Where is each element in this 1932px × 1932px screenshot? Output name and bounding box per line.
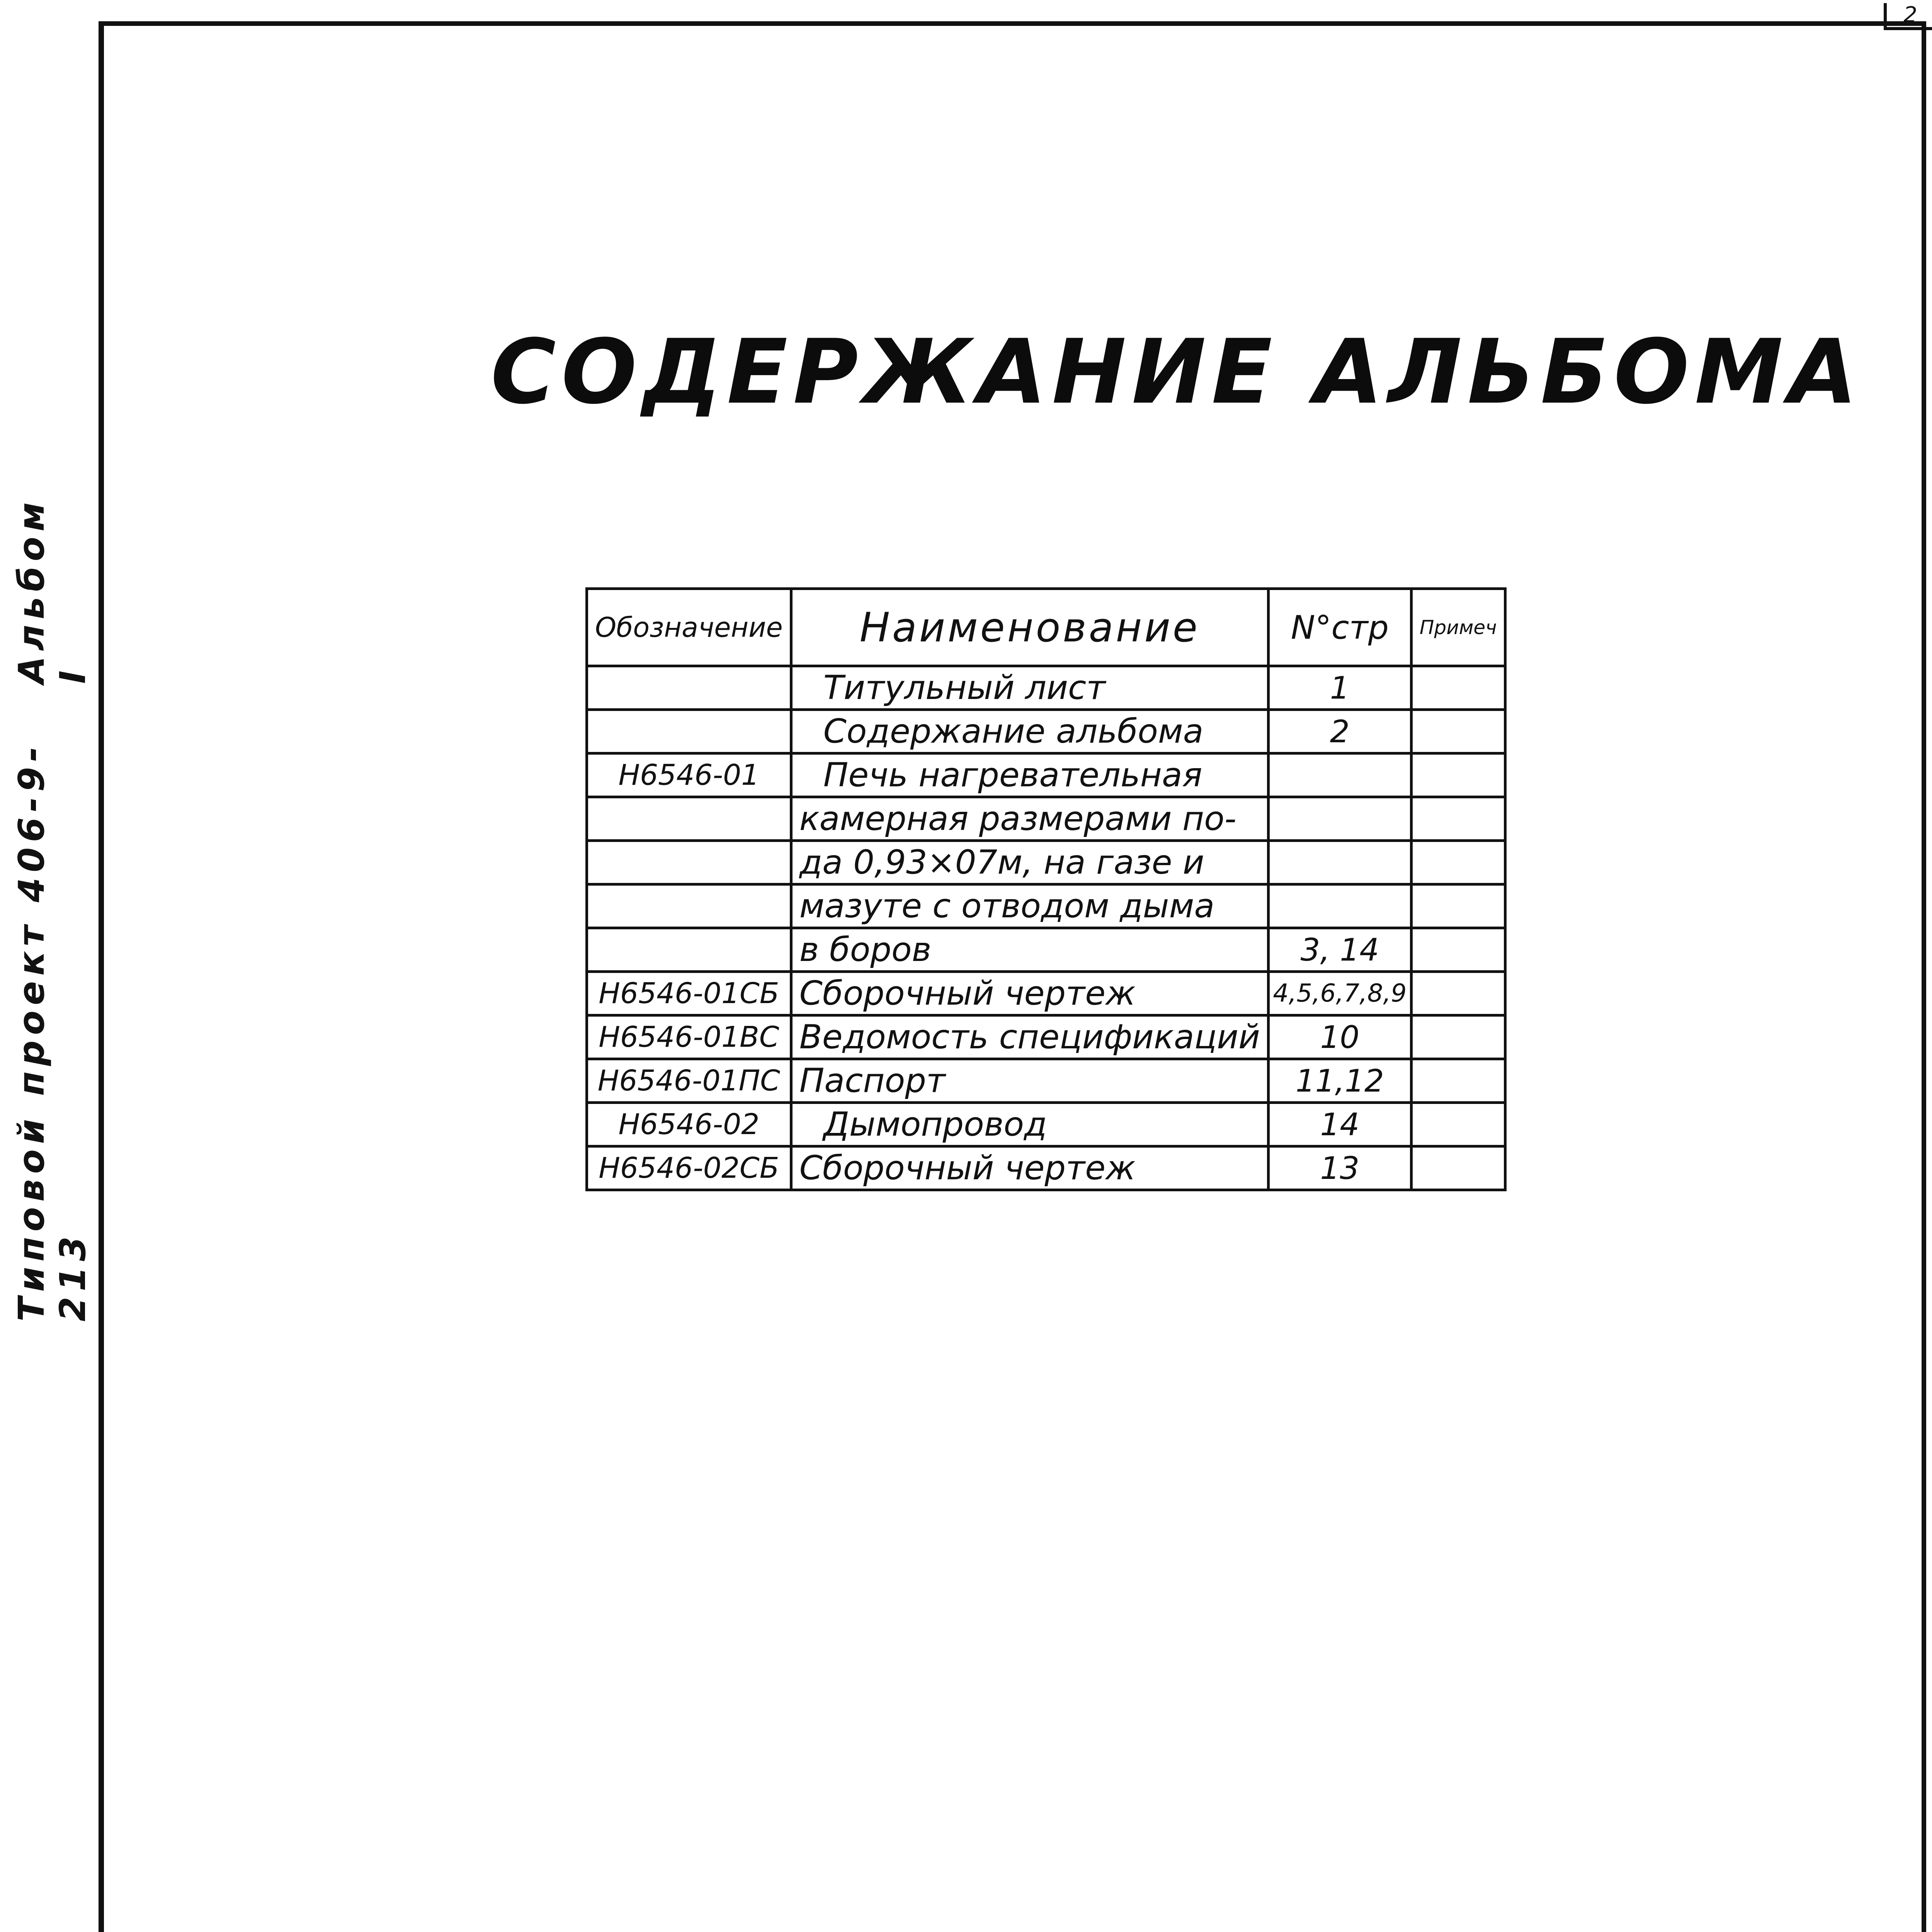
cell-note (1411, 797, 1505, 841)
header-name: Наименование (791, 589, 1268, 666)
cell-name: Содержание альбома (791, 710, 1268, 753)
side-caption (11, 471, 94, 1321)
cell-note (1411, 1059, 1505, 1103)
cell-page: 14 (1268, 1103, 1411, 1146)
cell-note (1411, 1103, 1505, 1146)
cell-page: 13 (1268, 1146, 1411, 1190)
header-designation: Обозначение (587, 589, 791, 666)
cell-page: 4,5,6,7,8,9 (1268, 972, 1411, 1015)
cell-code (587, 666, 791, 710)
cell-page: 3, 14 (1268, 928, 1411, 972)
cell-note (1411, 884, 1505, 928)
cell-code: Н6546-02 (587, 1103, 791, 1146)
header-page: N°стр (1268, 589, 1411, 666)
cell-note (1411, 928, 1505, 972)
cell-name: в боров (791, 928, 1268, 972)
cell-code: Н6546-01СБ (587, 972, 791, 1015)
album-caption: Альбом I (11, 497, 94, 684)
cell-page: 1 (1268, 666, 1411, 710)
table-row (587, 884, 1505, 928)
table-row (587, 797, 1505, 841)
cell-name: Ведомость спецификаций (791, 1015, 1268, 1059)
cell-code (587, 884, 791, 928)
cell-name: Сборочный чертеж (791, 972, 1268, 1015)
page-number: 2 (1884, 3, 1932, 30)
table-row (587, 666, 1505, 710)
header-note: Примеч (1411, 589, 1505, 666)
cell-code (587, 710, 791, 753)
cell-page: 10 (1268, 1015, 1411, 1059)
cell-code: Н6546-01ВС (587, 1015, 791, 1059)
cell-name: мазуте с отводом дыма (791, 884, 1268, 928)
cell-page: 11,12 (1268, 1059, 1411, 1103)
cell-name: камерная размерами по- (791, 797, 1268, 841)
cell-page (1268, 753, 1411, 797)
cell-note (1411, 841, 1505, 884)
contents-table (585, 587, 1507, 1191)
cell-note (1411, 666, 1505, 710)
cell-page (1268, 841, 1411, 884)
table-row (587, 841, 1505, 884)
cell-page (1268, 884, 1411, 928)
cell-page: 2 (1268, 710, 1411, 753)
cell-name: Дымопровод (791, 1103, 1268, 1146)
cell-note (1411, 710, 1505, 753)
cell-name: Сборочный чертеж (791, 1146, 1268, 1190)
cell-code: Н6546-01 (587, 753, 791, 797)
cell-note (1411, 1015, 1505, 1059)
cell-name: Паспорт (791, 1059, 1268, 1103)
cell-code (587, 797, 791, 841)
cell-note (1411, 753, 1505, 797)
table-row (587, 710, 1505, 753)
table-row (587, 1103, 1505, 1146)
table-row (587, 1015, 1505, 1059)
cell-name: Титульный лист (791, 666, 1268, 710)
cell-code (587, 841, 791, 884)
page-title: СОДЕРЖАНИЕ АЛЬБОМА (491, 321, 1863, 424)
cell-code: Н6546-01ПС (587, 1059, 791, 1103)
table-row (587, 1059, 1505, 1103)
cell-name: да 0,93×07м, на газе и (791, 841, 1268, 884)
cell-code (587, 928, 791, 972)
cell-note (1411, 972, 1505, 1015)
table-row (587, 928, 1505, 972)
table-header-row (587, 589, 1505, 666)
table-row (587, 1146, 1505, 1190)
project-caption: Типовой проект 406-9-213 (11, 741, 94, 1321)
cell-page (1268, 797, 1411, 841)
cell-name: Печь нагревательная (791, 753, 1268, 797)
table-row (587, 972, 1505, 1015)
cell-note (1411, 1146, 1505, 1190)
table-row (587, 753, 1505, 797)
cell-code: Н6546-02СБ (587, 1146, 791, 1190)
